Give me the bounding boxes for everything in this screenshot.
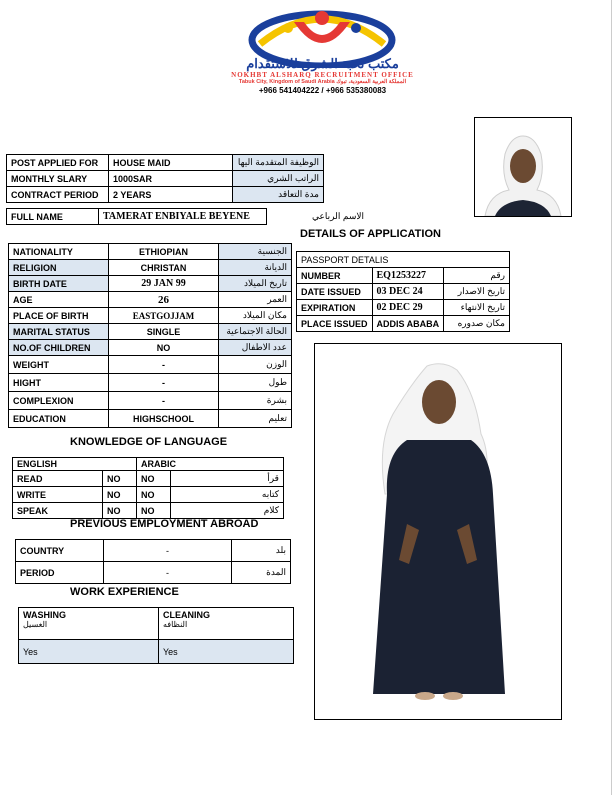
passport-value: 03 DEC 24 <box>372 284 444 300</box>
personal-label-ar: العمر <box>219 292 292 308</box>
personal-label: HIGHT <box>9 374 109 392</box>
work-value-row <box>19 640 294 664</box>
employment-title: PREVIOUS EMPLOYMENT ABROAD <box>70 518 259 530</box>
language-label-ar: قرأ <box>171 471 284 487</box>
header <box>190 4 455 96</box>
job-row <box>7 155 324 171</box>
personal-value: 26 <box>109 292 219 308</box>
person-full-body-icon <box>315 344 561 719</box>
work-item-label-ar: النظافه <box>163 620 188 629</box>
language-arabic-value: NO <box>137 471 171 487</box>
portrait-photo <box>474 117 572 217</box>
passport-row <box>297 268 510 284</box>
personal-label-ar: بشرة <box>219 392 292 410</box>
personal-row <box>9 410 292 428</box>
employment-row <box>16 540 291 562</box>
full-name-table <box>6 208 368 225</box>
personal-label: BIRTH DATE <box>9 276 109 292</box>
passport-row <box>297 316 510 332</box>
personal-label-ar: تاريخ الميلاد <box>219 276 292 292</box>
personal-label-ar: الديانة <box>219 260 292 276</box>
personal-row <box>9 324 292 340</box>
job-row <box>7 171 324 187</box>
personal-label: NO.OF CHILDREN <box>9 340 109 356</box>
personal-label: AGE <box>9 292 109 308</box>
office-name-ar: مكتب نخبة الشرق للاستقدام <box>246 56 399 71</box>
language-col-arabic: ARABIC <box>137 458 284 471</box>
passport-label-ar: تاريخ الانتهاء <box>444 300 510 316</box>
work-item-label: WASHING <box>23 610 67 620</box>
personal-label-ar: مكان الميلاد <box>219 308 292 324</box>
language-arabic-value: NO <box>137 503 171 519</box>
passport-label-ar: مكان صدوره <box>444 316 510 332</box>
language-english-value: NO <box>103 471 137 487</box>
work-item-value: Yes <box>19 640 159 664</box>
work-item-label: CLEANING <box>163 610 210 620</box>
language-title: KNOWLEDGE OF LANGUAGE <box>70 436 228 448</box>
job-value: 2 YEARS <box>109 187 233 203</box>
passport-title-row <box>297 252 510 268</box>
personal-value: HIGHSCHOOL <box>109 410 219 428</box>
personal-value: - <box>109 392 219 410</box>
full-name-label: FULL NAME <box>7 209 99 225</box>
details-title: DETAILS OF APPLICATION <box>300 228 441 240</box>
work-title: WORK EXPERIENCE <box>70 586 179 598</box>
office-phones: +966 541404222 / +966 535380083 <box>258 86 387 95</box>
personal-label-ar: الجنسية <box>219 244 292 260</box>
personal-label-ar: الوزن <box>219 356 292 374</box>
personal-value: CHRISTAN <box>109 260 219 276</box>
office-name-en: NOKHBT ALSHARQ RECRUITMENT OFFICE <box>231 71 414 79</box>
personal-label: WEIGHT <box>9 356 109 374</box>
personal-label-ar: طول <box>219 374 292 392</box>
employment-row <box>16 562 291 584</box>
language-table <box>12 457 284 519</box>
job-label: POST APPLIED FOR <box>7 155 109 171</box>
personal-table <box>8 243 292 428</box>
employment-label: COUNTRY <box>16 540 104 562</box>
employment-value: - <box>104 562 232 584</box>
personal-row <box>9 244 292 260</box>
language-col-english: ENGLISH <box>13 458 137 471</box>
personal-label: NATIONALITY <box>9 244 109 260</box>
employment-label-ar: بلد <box>232 540 291 562</box>
language-arabic-value: NO <box>137 487 171 503</box>
work-item-label-ar: الغسيل <box>23 620 48 629</box>
personal-label: EDUCATION <box>9 410 109 428</box>
personal-label-ar: عدد الاطفال <box>219 340 292 356</box>
personal-value: ETHIOPIAN <box>109 244 219 260</box>
passport-label-ar: تاريخ الاصدار <box>444 284 510 300</box>
passport-label: PLACE ISSUED <box>297 316 373 332</box>
work-item-value: Yes <box>159 640 294 664</box>
personal-row <box>9 340 292 356</box>
full-name-row <box>7 209 369 225</box>
language-label-ar: كتابه <box>171 487 284 503</box>
personal-label-ar: الحالة الاجتماعية <box>219 324 292 340</box>
passport-table <box>296 251 510 332</box>
personal-label: RELIGION <box>9 260 109 276</box>
passport-label: EXPIRATION <box>297 300 373 316</box>
person-portrait-icon <box>475 118 571 216</box>
passport-title: PASSPORT DETALIS <box>297 252 510 268</box>
language-label: SPEAK <box>13 503 103 519</box>
personal-value: EASTGOJJAM <box>109 308 219 324</box>
personal-label: PLACE OF BIRTH <box>9 308 109 324</box>
passport-row <box>297 300 510 316</box>
job-label-ar: مدة التعاقد <box>233 187 324 203</box>
employment-table <box>15 539 291 584</box>
work-table <box>18 607 294 664</box>
full-name-value: TAMERAT ENBIYALE BEYENE <box>99 209 267 225</box>
job-value: HOUSE MAID <box>109 155 233 171</box>
personal-value: 29 JAN 99 <box>109 276 219 292</box>
passport-label: NUMBER <box>297 268 373 284</box>
full-body-photo <box>314 343 562 720</box>
passport-value: ADDIS ABABA <box>372 316 444 332</box>
passport-label: DATE ISSUED <box>297 284 373 300</box>
personal-row <box>9 308 292 324</box>
personal-row <box>9 356 292 374</box>
passport-row <box>297 284 510 300</box>
language-row <box>13 471 284 487</box>
language-row <box>13 487 284 503</box>
personal-row <box>9 392 292 410</box>
language-label: WRITE <box>13 487 103 503</box>
employment-label-ar: المدة <box>232 562 291 584</box>
personal-row <box>9 374 292 392</box>
job-row <box>7 187 324 203</box>
job-label-ar: الوظيفة المتقدمة اليها <box>233 155 324 171</box>
job-label: MONTHLY SLARY <box>7 171 109 187</box>
language-english-value: NO <box>103 503 137 519</box>
passport-value: EQ1253227 <box>372 268 444 284</box>
personal-label: MARITAL STATUS <box>9 324 109 340</box>
job-value: 1000SAR <box>109 171 233 187</box>
language-english-value: NO <box>103 487 137 503</box>
personal-label-ar: تعليم <box>219 410 292 428</box>
language-row <box>13 503 284 519</box>
personal-row <box>9 276 292 292</box>
personal-value: - <box>109 356 219 374</box>
passport-value: 02 DEC 29 <box>372 300 444 316</box>
language-label-ar: كلام <box>171 503 284 519</box>
personal-value: SINGLE <box>109 324 219 340</box>
language-header-row <box>13 458 284 471</box>
personal-row <box>9 260 292 276</box>
job-label: CONTRACT PERIOD <box>7 187 109 203</box>
job-table <box>6 154 324 203</box>
office-location: Tabuk City, Kingdom of Saudi Arabia المملكة العربية السعودية، تبوك <box>238 79 407 85</box>
language-label: READ <box>13 471 103 487</box>
work-item-washing <box>19 608 159 640</box>
passport-label-ar: رقم <box>444 268 510 284</box>
employment-label: PERIOD <box>16 562 104 584</box>
personal-value: NO <box>109 340 219 356</box>
job-label-ar: الراتب الشري <box>233 171 324 187</box>
employment-value: - <box>104 540 232 562</box>
work-item-cleaning <box>159 608 294 640</box>
personal-row <box>9 292 292 308</box>
personal-value: - <box>109 374 219 392</box>
work-header-row <box>19 608 294 640</box>
personal-label: COMPLEXION <box>9 392 109 410</box>
full-name-label-ar: الاسم الرباعي <box>312 211 364 221</box>
